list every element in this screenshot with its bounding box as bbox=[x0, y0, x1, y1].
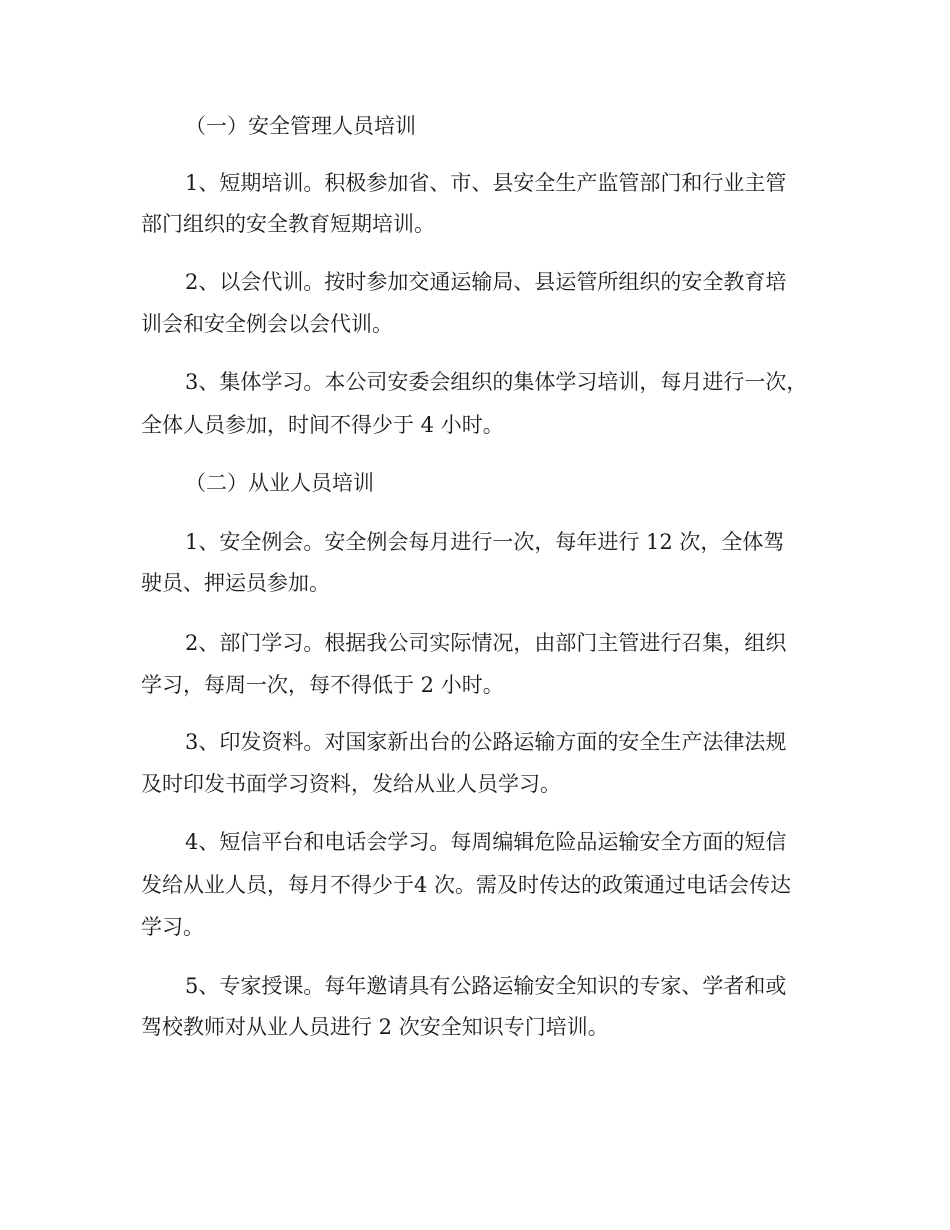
paragraph-line: 训会和安全例会以会代训。 bbox=[141, 312, 393, 336]
section-heading: （一）安全管理人员培训 bbox=[185, 114, 416, 138]
paragraph-line: 发给从业人员，每月不得少于4 次。需及时传达的政策通过电话会传达 bbox=[141, 873, 792, 897]
paragraph-line: 全体人员参加，时间不得少于 4 小时。 bbox=[141, 413, 504, 437]
paragraph-line: 驶员、押运员参加。 bbox=[141, 571, 330, 595]
paragraph-line: 及时印发书面学习资料，发给从业人员学习。 bbox=[141, 772, 561, 796]
paragraph-line: 3、印发资料。对国家新出台的公路运输方面的安全生产法律法规 bbox=[185, 730, 787, 754]
paragraph-line: 部门组织的安全教育短期培训。 bbox=[141, 212, 435, 236]
paragraph-line: 驾校教师对从业人员进行 2 次安全知识专门培训。 bbox=[141, 1015, 609, 1039]
paragraph-line: 学习。 bbox=[141, 915, 204, 939]
paragraph-line: 2、部门学习。根据我公司实际情况，由部门主管进行召集，组织 bbox=[185, 631, 787, 655]
paragraph-line: 学习，每周一次，每不得低于 2 小时。 bbox=[141, 673, 504, 697]
section-heading: （二）从业人员培训 bbox=[185, 471, 374, 495]
paragraph-line: 1、安全例会。安全例会每月进行一次，每年进行 12 次，全体驾 bbox=[185, 530, 785, 554]
paragraph-line: 1、短期培训。积极参加省、市、县安全生产监管部门和行业主管 bbox=[185, 171, 787, 195]
paragraph-line: 3、集体学习。本公司安委会组织的集体学习培训，每月进行一次， bbox=[185, 370, 808, 394]
paragraph-line: 5、专家授课。每年邀请具有公路运输安全知识的专家、学者和或 bbox=[185, 974, 787, 998]
paragraph-line: 2、以会代训。按时参加交通运输局、县运管所组织的安全教育培 bbox=[185, 270, 787, 294]
paragraph-line: 4、短信平台和电话会学习。每周编辑危险品运输安全方面的短信 bbox=[185, 830, 787, 854]
